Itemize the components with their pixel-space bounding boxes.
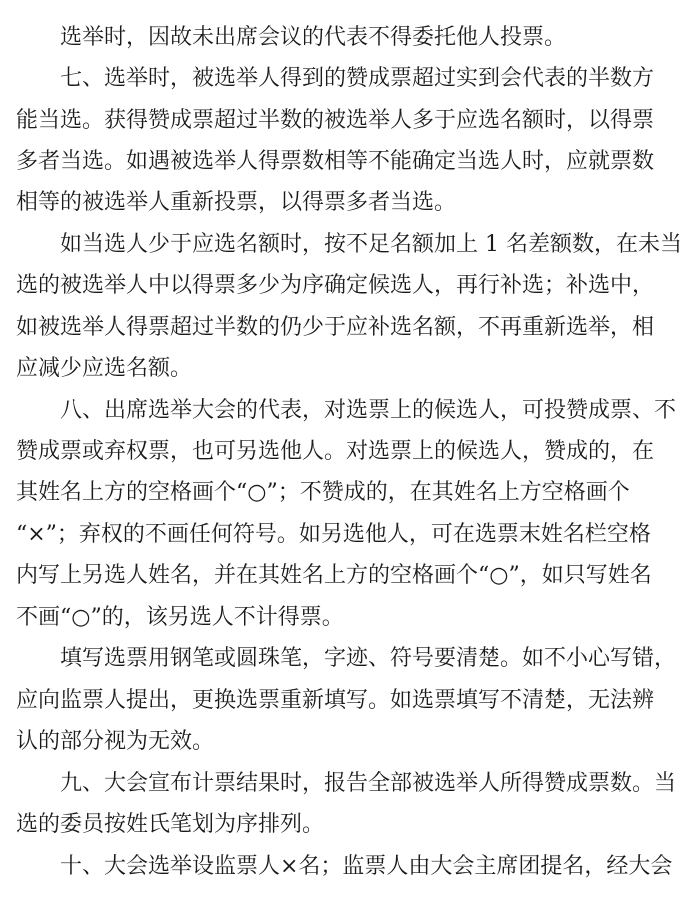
text-line: 应向监票人提出，更换选票重新填写。如选票填写不清楚，无法辨 [16, 688, 655, 713]
text-line: “×”；弃权的不画任何符号。如另选他人，可在选票末姓名栏空格 [16, 522, 651, 547]
text-line: 不画“○”的，该另选人不计得票。 [16, 605, 344, 630]
text-line: 赞成票或弃权票，也可另选他人。对选票上的候选人，赞成的，在 [16, 439, 655, 464]
text-line: 十、大会选举设监票人×名；监票人由大会主席团提名，经大会 [60, 854, 673, 879]
text-line: 其姓名上方的空格画个“○”；不赞成的，在其姓名上方空格画个 [16, 480, 630, 505]
text-line: 能当选。获得赞成票超过半数的被选举人多于应选名额时，以得票 [16, 108, 655, 133]
text-line: 七、选举时，被选举人得到的赞成票超过实到会代表的半数方 [60, 66, 655, 91]
text-line: 应减少应选名额。 [16, 356, 193, 381]
text-line: 认的部分视为无效。 [16, 729, 215, 754]
text-line: 九、大会宣布计票结果时，报告全部被选举人所得赞成票数。当 [60, 771, 677, 796]
text-line: 内写上另选人姓名，并在其姓名上方的空格画个“○”，如只写姓名 [16, 563, 652, 588]
text-line: 选的委员按姓氏笔划为序排列。 [16, 812, 325, 837]
text-line: 选举时，因故未出席会议的代表不得委托他人投票。 [60, 25, 567, 50]
text-line: 填写选票用钢笔或圆珠笔，字迹、符号要清楚。如不小心写错， [60, 646, 677, 671]
text-line: 相等的被选举人重新投票，以得票多者当选。 [16, 190, 457, 215]
text-line: 如当选人少于应选名额时，按不足名额加上 1 名差额数，在未当 [60, 232, 682, 257]
text-line: 八、出席选举大会的代表，对选票上的候选人，可投赞成票、不 [60, 398, 677, 423]
text-line: 选的被选举人中以得票多少为序确定候选人，再行补选；补选中， [16, 273, 655, 298]
text-line: 如被选举人得票超过半数的仍少于应补选名额，不再重新选举，相 [16, 315, 655, 340]
text-line: 多者当选。如遇被选举人得票数相等不能确定当选人时，应就票数 [16, 149, 655, 174]
